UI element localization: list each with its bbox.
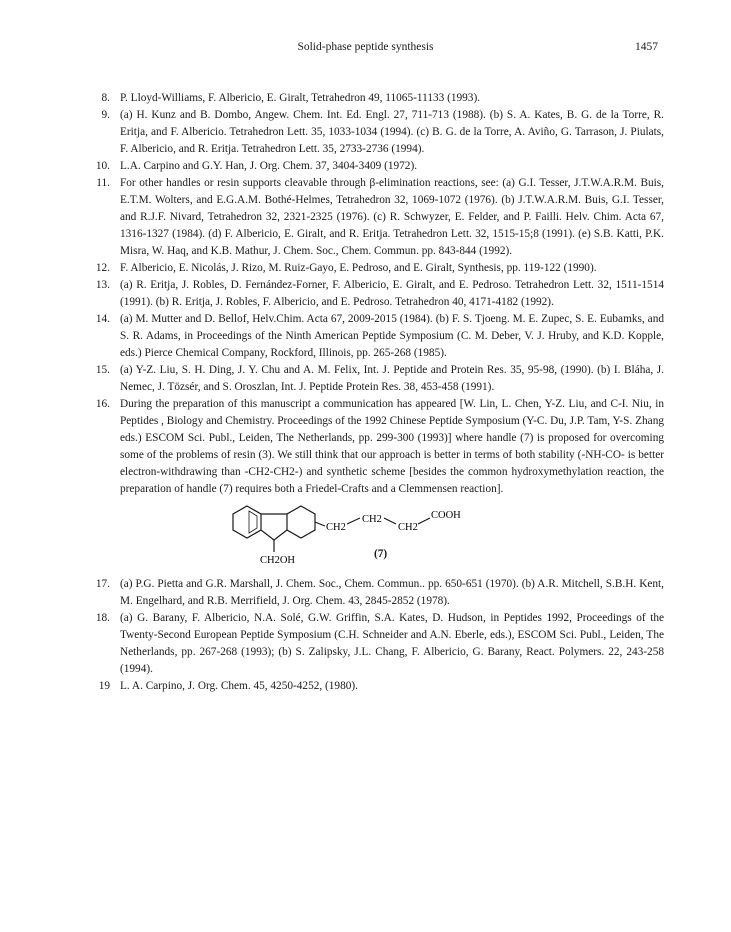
reference-number: 17. (95, 578, 110, 590)
reference-text: For other handles or resin supports cleavable through β-elimination reactions, see: (a) G.I. Tesser, J.T.W.A.R.M. Buis, E.T.M. Wolters, and E.G.A.M. Bothé-Helmes, Tetrahedron 32, 1069-1072 (1976). (b) J.T.W.A.R.M. Buis, G.I. Tesser, and R.J.F. Nivard, Tetrahedron 32, 2321-2325 (1976). (c) R. Schwyzer, E. Felder, and P. Failli. Helv. Chim. Acta 67, 1316-1327 (1984). (d) F. Albericio, E. Giralt, and R. Eritja. Tetrahedron Lett. 32, 1515-15;8 (1991). (e) S.B. Katti, P.K. Misra, W. Haq, and K.B. Mathur, J. Chem. Soc., Chem. Commun. pp. 843-844 (1992). (120, 177, 664, 257)
chemical-structure-figure (120, 500, 664, 572)
reference-item (84, 158, 664, 175)
reference-number: 9. (101, 109, 110, 121)
reference-text: (a) G. Barany, F. Albericio, N.A. Solé, G.W. Griffin, S.A. Kates, D. Hudson, in Peptides 1992, Proceedings of the Twenty-Second European Peptide Symposium (C.H. Schneider and A.N. Eberle, eds.), ESCOM Sci. Publ., Leiden, The Netherlands, pp. 267-268 (1993); (b) S. Zalipsky, J.L. Chang, F. Albericio, G. Barany, React. Polymers. 22, 243-258 (1994). (120, 612, 664, 675)
reference-item (84, 396, 664, 498)
reference-number: 15. (95, 364, 110, 376)
page-header (0, 41, 731, 57)
page-number: 1457 (635, 41, 658, 53)
reference-item (84, 175, 664, 260)
reference-number: 10. (95, 160, 110, 172)
reference-item (84, 362, 664, 396)
reference-number: 19 (98, 680, 110, 692)
reference-text: P. Lloyd-Williams, F. Albericio, E. Giralt, Tetrahedron 49, 11065-11133 (1993). (120, 92, 481, 104)
reference-item (84, 90, 664, 107)
reference-text: (a) R. Eritja, J. Robles, D. Fernández-Forner, F. Albericio, E. Giralt, and E. Pedroso. Tetrahedron Lett. 32, 1511-1514 (1991). (b) R. Eritja, J. Robles, F. Albericio, and E. Pedroso. Tetrahedron 40, 4171-4182 (1992). (120, 279, 664, 308)
chain-ch2-a: CH2 (326, 522, 346, 533)
reference-number: 18. (95, 612, 110, 624)
reference-number: 8. (101, 92, 110, 104)
compound-label: (7) (374, 548, 388, 560)
reference-item (84, 277, 664, 311)
reference-item (84, 311, 664, 362)
chain-ch2-c: CH2 (398, 522, 418, 533)
reference-item (84, 260, 664, 277)
reference-item (84, 610, 664, 678)
reference-number: 12. (95, 262, 110, 274)
reference-text: (a) P.G. Pietta and G.R. Marshall, J. Chem. Soc., Chem. Commun.. pp. 650-651 (1970). (b) A.R. Mitchell, S.B.H. Kent, M. Engelhard, and R.B. Merrifield, J. Org. Chem. 43, 2845-2852 (1978). (120, 578, 664, 607)
reference-number: 13. (95, 279, 110, 291)
reference-text: L. A. Carpino, J. Org. Chem. 45, 4250-4252, (1980). (120, 680, 358, 692)
reference-item (84, 576, 664, 610)
chain-cooh: COOH (431, 510, 461, 521)
reference-text: During the preparation of this manuscript a communication has appeared [W. Lin, L. Chen, Y-Z. Liu, and C-I. Niu, in Peptides , Biology and Chemistry. Proceedings of the 1992 Chinese Peptide Symposium (Y-C. Du, J.P. Tam, Y-S. Zhang eds.) ESCOM Sci. Publ., Leiden, The Netherlands, pp. 299-300 (1993)] where handle (7) is proposed for overcoming some of the problems of resin (3). We still think that our approach is better in terms of both stability (-NH-CO- is better electron-withdrawing than -CH2-CH2-) and synthetic scheme [besides the common hydroxymethylation reaction, the preparation of handle (7) requires both a Friedel-Crafts and a Clemmensen reaction]. (120, 398, 664, 495)
reference-item (84, 678, 664, 695)
reference-text: (a) H. Kunz and B. Dombo, Angew. Chem. Int. Ed. Engl. 27, 711-713 (1988). (b) S. A. Kates, B. G. de la Torre, R. Eritja, and F. Albericio. Tetrahedron Lett. 35, 1033-1034 (1994). (c) B. G. de la Torre, A. Aviño, G. Tarrason, J. Piulats, F. Albericio, and R. Eritja. Tetrahedron Lett. 35, 2733-2736 (1994). (120, 109, 664, 155)
reference-item (84, 107, 664, 158)
reference-number: 14. (95, 313, 110, 325)
reference-text: F. Albericio, E. Nicolás, J. Rizo, M. Ruiz-Gayo, E. Pedroso, and E. Giralt, Synthesis, pp. 119-122 (1990). (120, 262, 597, 274)
running-title: Solid-phase peptide synthesis (297, 41, 434, 53)
reference-text: L.A. Carpino and G.Y. Han, J. Org. Chem. 37, 3404-3409 (1972). (120, 160, 418, 172)
reference-text: (a) M. Mutter and D. Bellof, Helv.Chim. Acta 67, 2009-2015 (1984). (b) F. S. Tjoeng. M. E. Zupec, S. E. Eubamks, and S. R. Adams, in Proceedings of the Ninth American Peptide Symposium (C. M. Deber, V. J. Hruby, and K.D. Kopple, eds.) Pierce Chemical Company, Rockford, Illinois, pp. 265-268 (1985). (120, 313, 664, 359)
reference-list (84, 90, 664, 695)
ch2oh-substituent: CH2OH (260, 555, 296, 566)
chain-ch2-b: CH2 (362, 514, 382, 525)
fluorene-structure-drawing (120, 500, 480, 572)
reference-text: (a) Y-Z. Liu, S. H. Ding, J. Y. Chu and A. M. Felix, Int. J. Peptide and Protein Res. 35, 95-98, (1990). (b) I. Bláha, J. Nemec, J. Tözsér, and S. Oroszlan, Int. J. Peptide Protein Res. 38, 453-458 (1991). (120, 364, 664, 393)
reference-number: 11. (96, 177, 110, 189)
reference-number: 16. (95, 398, 110, 410)
